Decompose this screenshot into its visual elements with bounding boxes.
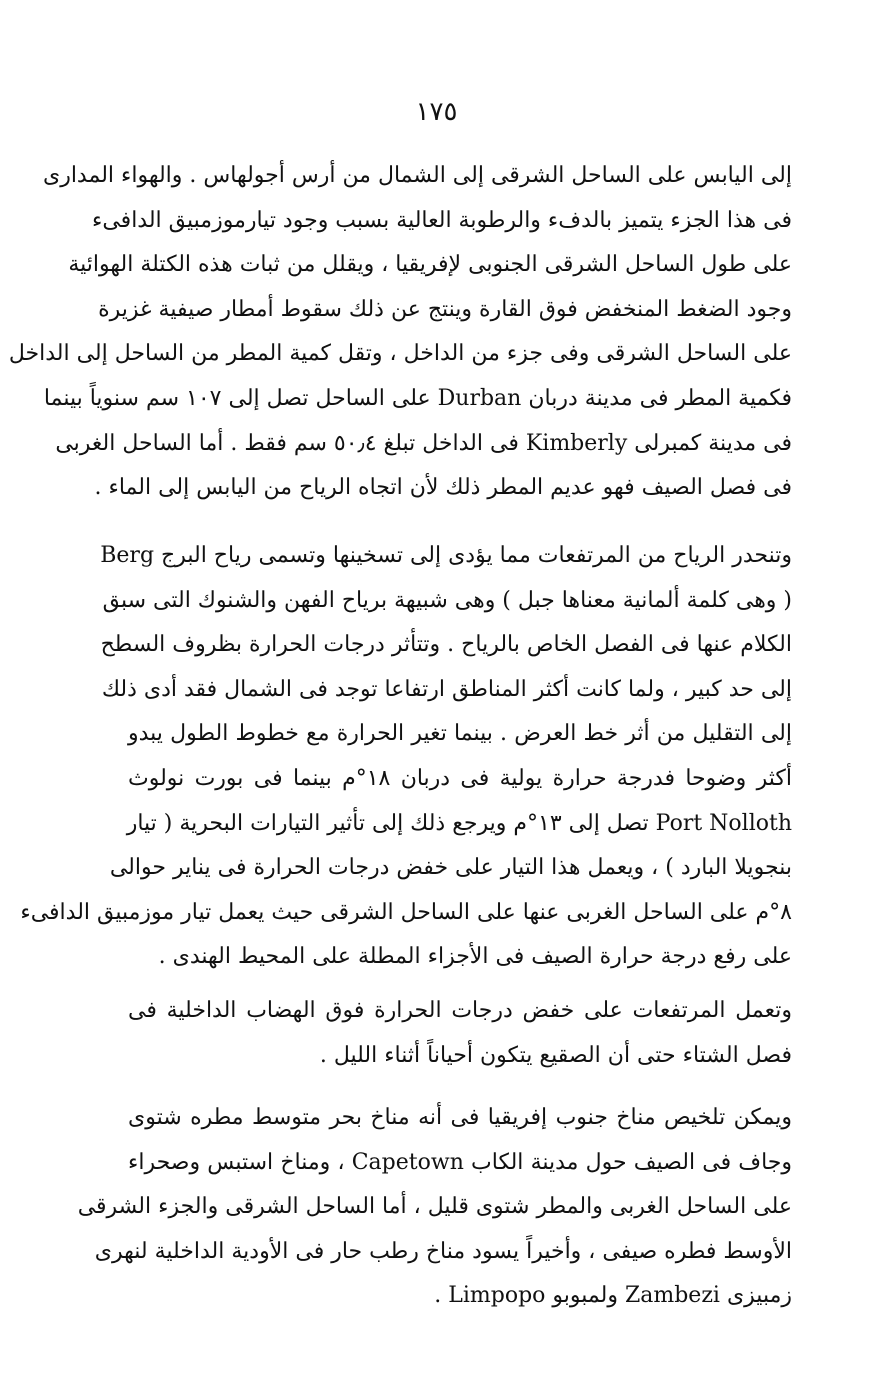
text-line: فكمية المطر فى مدينة دربان Durban على الساحل تصل إلى ١٠٧ سم سنوياً بينما bbox=[43, 385, 792, 411]
text-line: وجود الضغط المنخفض فوق القارة وينتج عن ذلك سقوط أمطار صيفية غزيرة bbox=[98, 296, 792, 322]
text-line: فى فصل الصيف فهو عديم المطر ذلك لأن اتجاه الرياح من اليابس إلى الماء . bbox=[94, 475, 792, 501]
text-line: زمبيزى Zambezi ولمبوبو Limpopo . bbox=[434, 1283, 792, 1309]
paragraph-4 bbox=[77, 1096, 792, 1319]
text-line: أكثر وضوحا فدرجة حرارة يولية فى دربان ١٨°م بينما فى بورت نولوث bbox=[128, 765, 792, 791]
page-number: ١٧٥ bbox=[415, 97, 458, 127]
text-line: وجاف فى الصيف حول مدينة الكاب Capetown ، ومناخ استبس وصحراء bbox=[128, 1149, 792, 1175]
text-line: على رفع درجة حرارة الصيف فى الأجزاء المطلة على المحيط الهندى . bbox=[158, 944, 792, 970]
text-line: على الساحل الشرقى وفى جزء من الداخل ، وتقل كمية المطر من الساحل إلى الداخل bbox=[8, 341, 792, 367]
text-line: فى مدينة كمبرلى Kimberly فى الداخل تبلغ ٥٠٫٤ سم فقط . أما الساحل الغربى bbox=[55, 430, 792, 456]
text-line: إلى التقليل من أثر خط العرض . بينما تغير الحرارة مع خطوط الطول يبدو bbox=[128, 721, 792, 747]
text-line: ٨°م على الساحل الغربى عنها على الساحل الشرقى حيث يعمل تيار موزمبيق الدافىء bbox=[20, 899, 792, 925]
text-line: على طول الساحل الشرقى الجنوبى لإفريقيا ، ويقلل من ثبات هذه الكتلة الهوائية bbox=[68, 252, 792, 278]
text-line: فصل الشتاء حتى أن الصقيع يتكون أحياناً أثناء الليل . bbox=[319, 1042, 792, 1068]
text-line: على الساحل الغربى والمطر شتوى قليل ، أما الساحل الشرقى والجزء الشرقى bbox=[77, 1194, 792, 1220]
text-line: وتعمل المرتفعات على خفض درجات الحرارة فوق الهضاب الداخلية فى bbox=[128, 998, 792, 1023]
text-line: فى هذا الجزء يتميز بالدفء والرطوبة العالية بسبب وجود تيارموزمبيق الدافىء bbox=[92, 207, 792, 233]
text-line: Port Nolloth تصل إلى ١٣°م ويرجع ذلك إلى تأثير التيارات البحرية ( تيار bbox=[126, 810, 792, 836]
text-line: الأوسط فطره صيفى ، وأخيراً يسود مناخ رطب حار فى الأودية الداخلية لنهرى bbox=[94, 1238, 792, 1264]
text-line: ( وهى كلمة ألمانية معناها جبل ) وهى شبيهة برياح الفهن والشنوك التى سبق bbox=[102, 587, 792, 613]
text-line: بنجويلا البارد ) ، ويعمل هذا التيار على خفض درجات الحرارة فى يناير حوالى bbox=[109, 855, 792, 881]
text-line: إلى حد كبير ، ولما كانت أكثر المناطق ارتفاعا توجد فى الشمال فقد أدى ذلك bbox=[101, 676, 792, 702]
text-line: الكلام عنها فى الفصل الخاص بالرياح . وتتأثر درجات الحرارة بظروف السطح bbox=[100, 632, 792, 658]
text-line: ويمكن تلخيص مناخ جنوب إفريقيا فى أنه مناخ بحر متوسط مطره شتوى bbox=[128, 1105, 792, 1130]
paragraph-1 bbox=[8, 154, 792, 511]
text-line: إلى اليابس على الساحل الشرقى إلى الشمال من أرس أجولهاس . والهواء المدارى bbox=[42, 163, 792, 188]
paragraph-3 bbox=[128, 989, 792, 1078]
paragraph-2 bbox=[20, 534, 792, 980]
text-line: وتنحدر الرياح من المرتفعات مما يؤدى إلى تسخينها وتسمى رياح البرج Berg bbox=[100, 543, 792, 568]
